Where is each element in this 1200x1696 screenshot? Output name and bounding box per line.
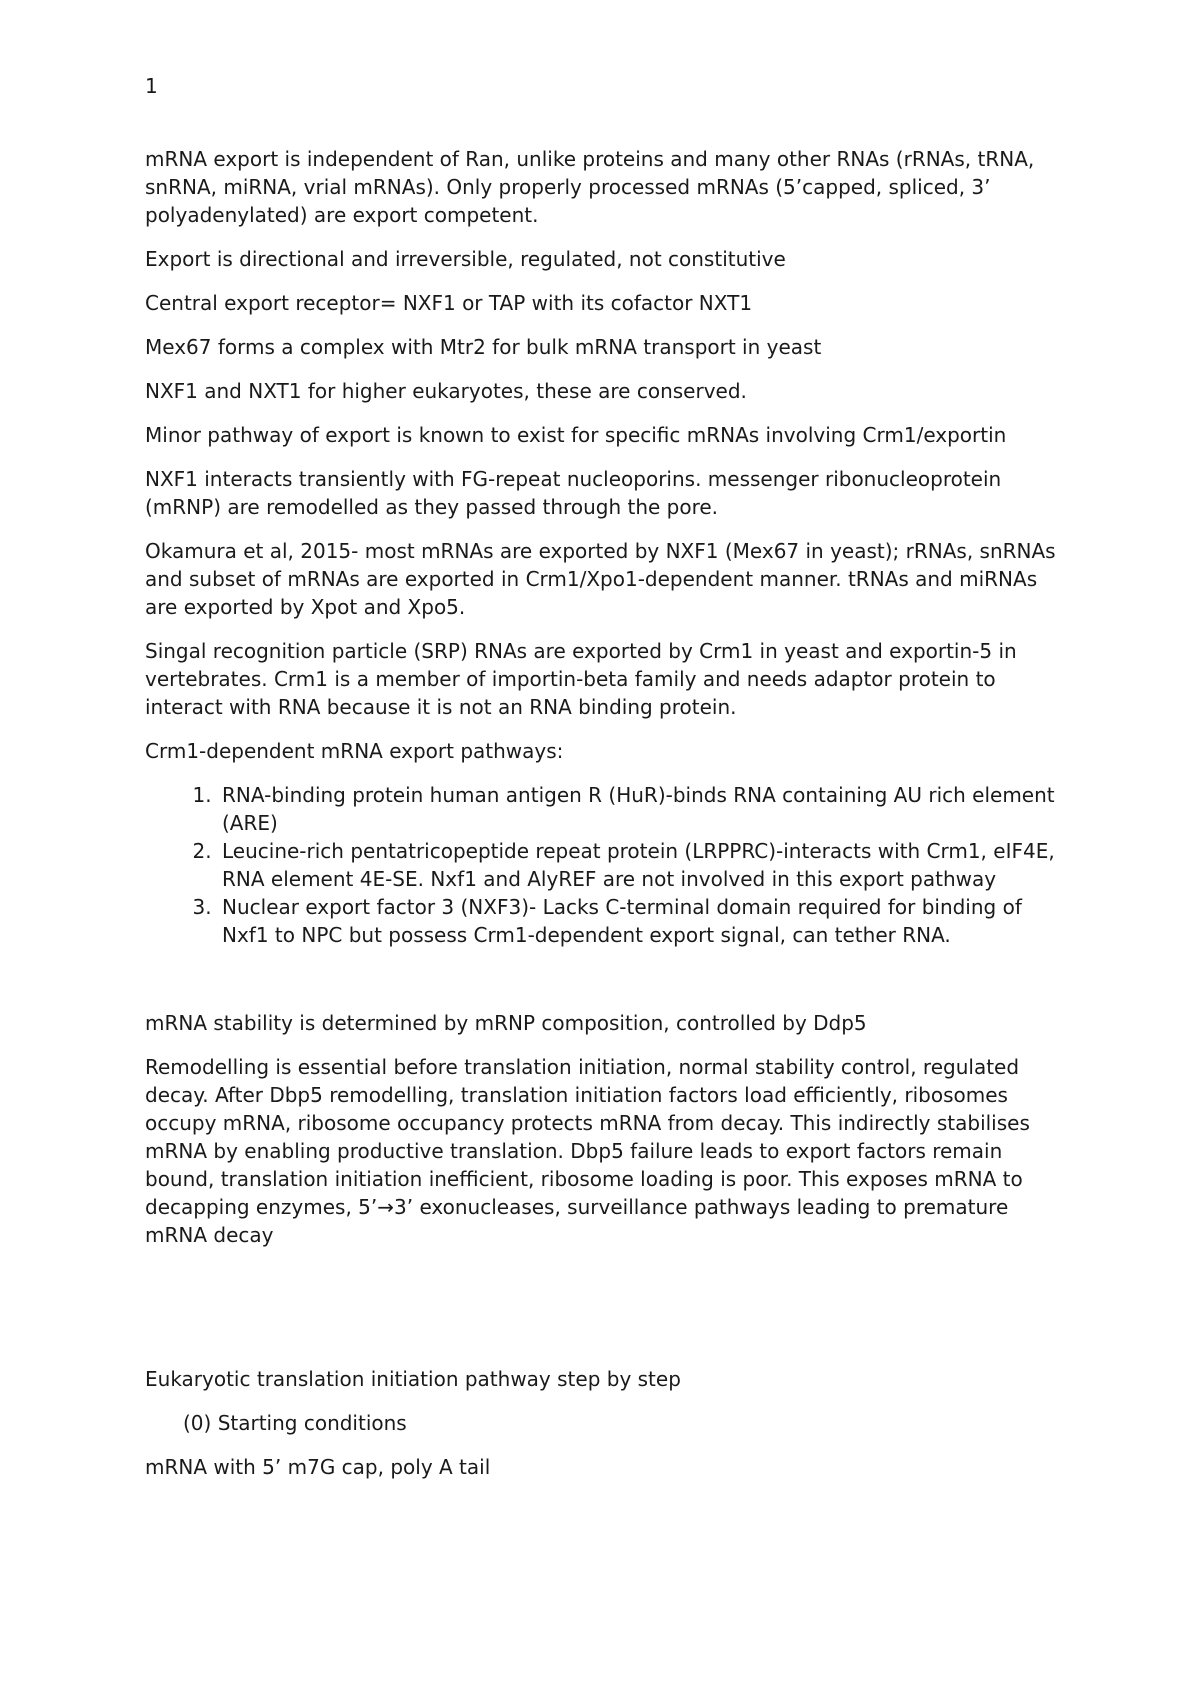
document-body — [145, 145, 1065, 1497]
crm1-pathways-list — [145, 781, 1065, 949]
list-item: 1. RNA-binding protein human antigen R (HuR)-binds RNA containing AU rich element (ARE) — [218, 781, 1065, 837]
paragraph-srp: Singal recognition particle (SRP) RNAs are exported by Crm1 in yeast and exportin-5 in vertebrates. Crm1 is a member of importin-beta family and needs adaptor protein to interact with RNA because it is not an RNA binding protein. — [145, 639, 1017, 719]
spacer — [145, 1265, 1065, 1365]
translation-step-text: mRNA with 5’ m7G cap, poly A tail — [145, 1455, 491, 1479]
paragraph-crm1-pathways-heading: Crm1-dependent mRNA export pathways: — [145, 739, 564, 763]
paragraph-mex67: Mex67 forms a complex with Mtr2 for bulk mRNA transport in yeast — [145, 335, 822, 359]
spacer — [145, 949, 1065, 1009]
paragraph-fg-repeat: NXF1 interacts transiently with FG-repeat nucleoporins. messenger ribonucleoprotein (mRNP) are remodelled as they passed through the pore. — [145, 467, 1002, 519]
paragraph-nxf1-nxt1: NXF1 and NXT1 for higher eukaryotes, these are conserved. — [145, 379, 747, 403]
paragraph-minor-pathway: Minor pathway of export is known to exist for specific mRNAs involving Crm1/exportin — [145, 423, 1007, 447]
paragraph-ran-independence: mRNA export is independent of Ran, unlike proteins and many other RNAs (rRNAs, tRNA, snRNA, miRNA, vrial mRNAs). Only properly processed mRNAs (5’capped, spliced, 3’ polyadenylated) are export competent. — [145, 147, 1035, 227]
translation-heading: Eukaryotic translation initiation pathway step by step — [145, 1367, 681, 1391]
paragraph-mrna-stability: mRNA stability is determined by mRNP composition, controlled by Ddp5 — [145, 1011, 867, 1035]
page-number: 1 — [145, 74, 158, 98]
list-item: 3. Nuclear export factor 3 (NXF3)- Lacks C-terminal domain required for binding of Nxf1 to NPC but possess Crm1-dependent export signal, can tether RNA. — [218, 893, 1065, 949]
paragraph-okamura: Okamura et al, 2015- most mRNAs are exported by NXF1 (Mex67 in yeast); rRNAs, snRNAs and subset of mRNAs are exported in Crm1/Xpo1-dependent manner. tRNAs and miRNAs are exported by Xpot and Xpo5. — [145, 539, 1056, 619]
list-item: 2. Leucine-rich pentatricopeptide repeat protein (LRPPRC)-interacts with Crm1, eIF4E, RNA element 4E-SE. Nxf1 and AlyREF are not involved in this export pathway — [218, 837, 1065, 893]
paragraph-export-receptor: Central export receptor= NXF1 or TAP with its cofactor NXT1 — [145, 291, 753, 315]
translation-step-label: (0) Starting conditions — [183, 1411, 407, 1435]
paragraph-export-directional: Export is directional and irreversible, regulated, not constitutive — [145, 247, 786, 271]
paragraph-remodelling: Remodelling is essential before translation initiation, normal stability control, regulated decay. After Dbp5 remodelling, translation initiation factors load efficiently, ribosomes occupy mRNA, ribosome occupancy protects mRNA from decay. This indirectly stabilises mRNA by enabling productive translation. Dbp5 failure leads to export factors remain bound, translation initiation inefficient, ribosome loading is poor. This exposes mRNA to decapping enzymes, 5’→3’ exonucleases, surveillance pathways leading to premature mRNA decay — [145, 1055, 1030, 1247]
